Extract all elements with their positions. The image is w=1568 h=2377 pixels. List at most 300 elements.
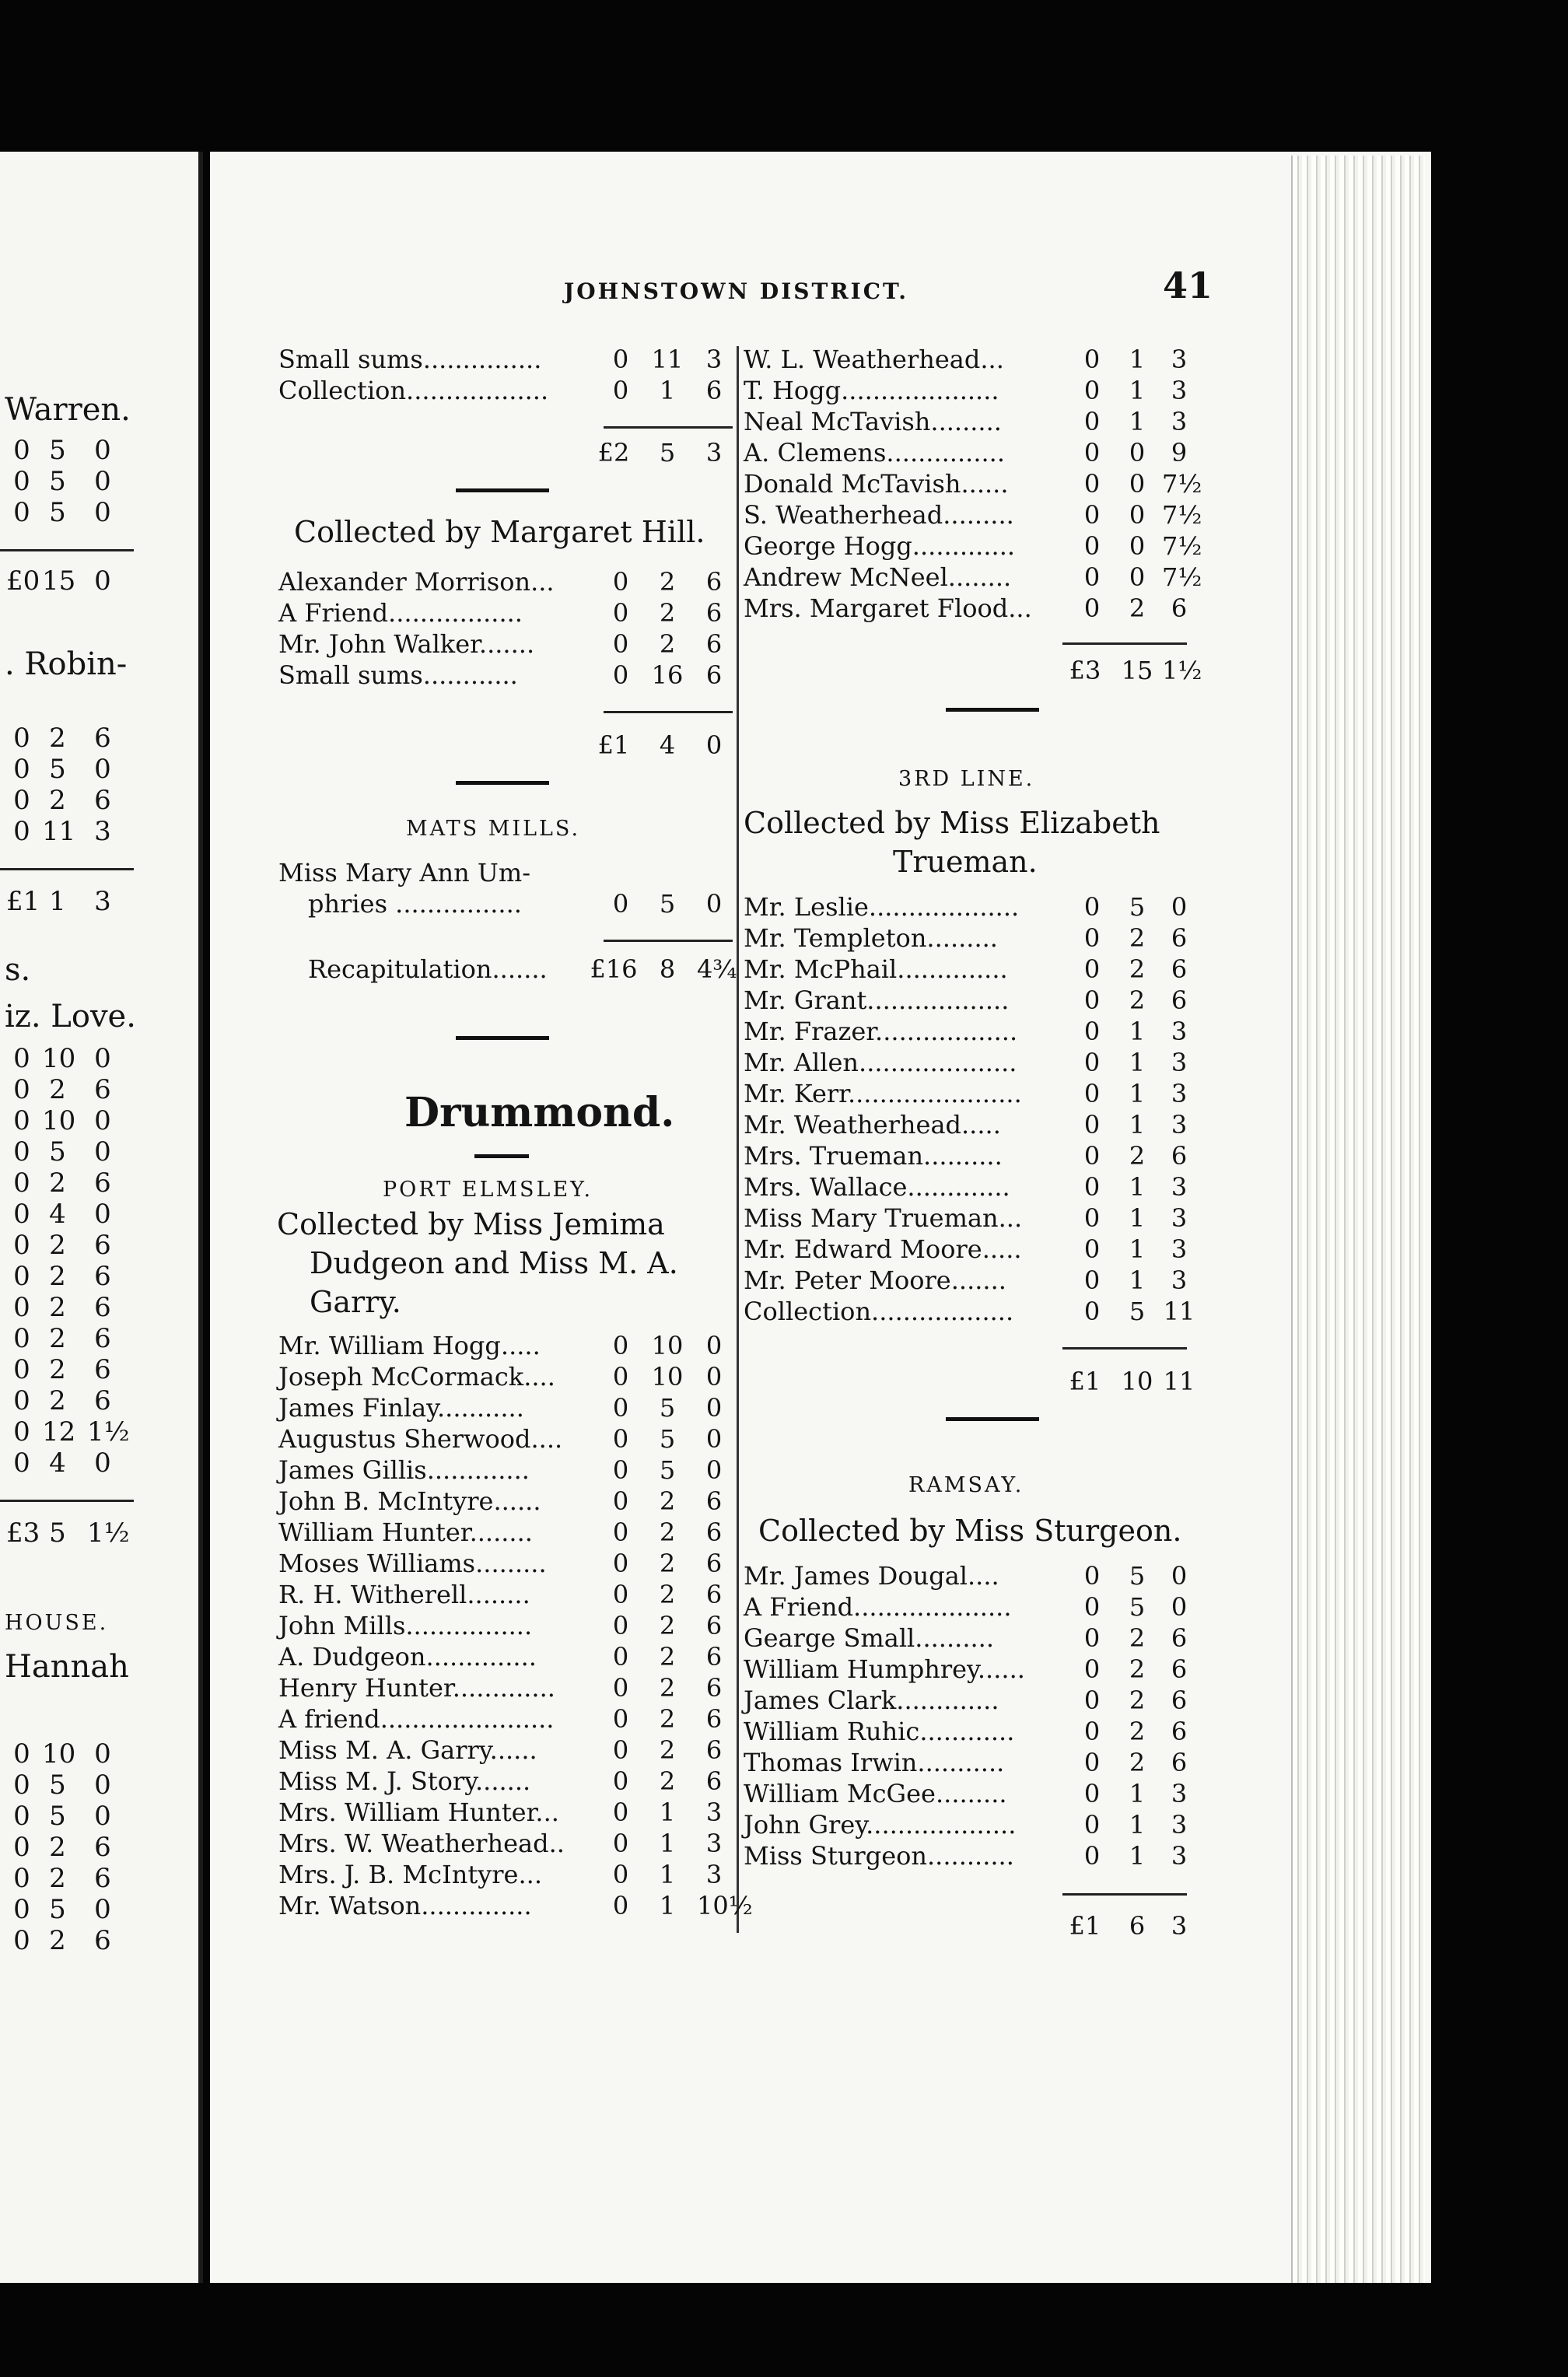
entry-row [744, 1716, 1195, 1747]
pence: 6 [1171, 1748, 1188, 1777]
shillings: 15 [42, 565, 76, 597]
pence: 6 [94, 1832, 111, 1863]
shillings: 5 [1129, 892, 1146, 922]
entry-name: A friend...................... [278, 1704, 555, 1734]
entry-name: Recapitulation....... [308, 954, 548, 984]
shillings: 10 [1121, 1367, 1153, 1396]
entry-name: George Hogg............. [744, 531, 1016, 561]
shillings: 4 [659, 730, 676, 760]
pence: 0 [705, 1455, 723, 1485]
pence: 6 [705, 1580, 723, 1609]
entry-row [278, 375, 737, 406]
entry-row [278, 1672, 737, 1703]
shillings: 2 [49, 1074, 66, 1105]
shillings: 10 [42, 1738, 76, 1770]
entry-row [744, 562, 1202, 593]
shillings: 2 [49, 1292, 66, 1323]
pounds: 0 [612, 1673, 629, 1703]
facing-page-amount [0, 1386, 194, 1416]
shillings: 8 [659, 954, 676, 984]
pence: 0 [705, 1424, 723, 1454]
entry-row [744, 1560, 1195, 1591]
entry-name: Thomas Irwin........... [744, 1748, 1005, 1777]
pounds: 0 [1083, 954, 1101, 984]
pounds: 0 [612, 567, 629, 597]
pounds: 0 [1083, 1654, 1101, 1684]
pounds: 0 [612, 1486, 629, 1516]
pounds: 0 [612, 1891, 629, 1920]
shillings: 2 [659, 1642, 676, 1672]
shillings: 12 [42, 1416, 76, 1448]
pounds: 0 [13, 435, 30, 466]
amount [6, 1231, 138, 1260]
entry-row [278, 857, 737, 888]
amount [6, 1864, 138, 1893]
pounds: 0 [13, 1770, 30, 1801]
shillings: 5 [49, 1770, 66, 1801]
pounds: 0 [13, 1801, 30, 1832]
facing-page-amount [0, 1168, 194, 1198]
total-row [744, 655, 1202, 686]
shillings: 4 [49, 1199, 66, 1230]
pounds: 0 [13, 466, 30, 497]
shillings: 10 [42, 1043, 76, 1074]
pounds: 0 [1083, 345, 1101, 374]
pounds: 0 [13, 754, 30, 785]
pence: 6 [1171, 1654, 1188, 1684]
total-row [744, 1366, 1195, 1397]
pence: 3 [94, 886, 111, 917]
amount [6, 723, 138, 753]
pence: 0 [94, 565, 111, 597]
pounds: 0 [1083, 1172, 1101, 1202]
facing-page-amount [0, 723, 194, 753]
pence: 6 [1171, 1717, 1188, 1746]
pence: 7½ [1162, 562, 1202, 592]
pounds: 0 [612, 889, 629, 919]
amount [6, 1417, 138, 1447]
entry-name: Andrew McNeel........ [744, 562, 1012, 592]
shillings: 2 [1129, 954, 1146, 984]
pence: 0 [94, 1136, 111, 1167]
pounds: £3 [1069, 656, 1101, 685]
entry-name: Mr. James Dougal.... [744, 1561, 999, 1591]
total-rule [0, 549, 134, 551]
pounds: 0 [1083, 1141, 1101, 1171]
pence: 6 [94, 1925, 111, 1956]
entry-row [278, 1548, 737, 1579]
entry-name: Augustus Sherwood.... [278, 1424, 563, 1454]
pence: 6 [94, 723, 111, 754]
shillings: 6 [1129, 1911, 1146, 1941]
amount [6, 498, 138, 527]
pounds: 0 [13, 1925, 30, 1956]
collector-heading: Dudgeon and Miss M. A. [310, 1246, 678, 1280]
entry-row [744, 1203, 1195, 1234]
facing-page-amount [0, 1293, 194, 1322]
shillings: 5 [49, 466, 66, 497]
pence: 6 [1171, 923, 1188, 953]
pounds: 0 [612, 345, 629, 374]
pounds: 0 [1083, 1110, 1101, 1139]
facing-page-amount [0, 887, 194, 916]
shillings: 2 [659, 629, 676, 659]
pounds: 0 [1083, 1048, 1101, 1077]
entry-row [278, 628, 737, 660]
shillings: 0 [1129, 469, 1146, 499]
amount [6, 566, 138, 596]
pence: 0 [94, 466, 111, 497]
pounds: 0 [1083, 1203, 1101, 1233]
facing-page-amount [0, 1448, 194, 1478]
shillings: 5 [1129, 1297, 1146, 1326]
facing-page-amount [0, 436, 194, 465]
entry-row [744, 593, 1195, 624]
shillings: 1 [659, 1829, 676, 1858]
facing-page [0, 152, 203, 2283]
entry-name: Collection.................. [278, 376, 549, 405]
pence: 3 [1171, 1048, 1188, 1077]
entry-row [744, 468, 1202, 499]
pounds: 0 [1083, 500, 1101, 530]
locality-heading: MATS MILLS. [406, 817, 581, 841]
pence: 6 [705, 660, 723, 690]
amount [6, 1137, 138, 1167]
shillings: 10 [651, 1331, 684, 1360]
facing-page-amount [0, 498, 194, 527]
entry-row [278, 566, 737, 597]
pence: 7½ [1162, 531, 1202, 561]
pence: 9 [1171, 438, 1188, 467]
pounds: 0 [612, 598, 629, 628]
shillings: 2 [49, 1261, 66, 1292]
shillings: 5 [659, 1393, 676, 1423]
pence: 10½ [697, 1891, 753, 1920]
entry-name: Miss Sturgeon........... [744, 1841, 1014, 1871]
total-rule [604, 940, 733, 942]
entry-row [744, 1047, 1195, 1078]
shillings: 5 [1129, 1561, 1146, 1591]
entry-name: Alexander Morrison... [278, 567, 555, 597]
amount [6, 1770, 138, 1800]
pounds: 0 [1083, 1561, 1101, 1591]
shillings: 5 [49, 497, 66, 528]
pence: 0 [705, 1331, 723, 1360]
shillings: 1 [1129, 1079, 1146, 1108]
pence: 3 [1171, 407, 1188, 436]
facing-page-amount [0, 1044, 194, 1073]
entry-name: Mr. Frazer.................. [744, 1017, 1018, 1046]
facing-page-amount [0, 1864, 194, 1893]
running-head: JOHNSTOWN DISTRICT. [564, 278, 908, 304]
pounds: 0 [1083, 1779, 1101, 1808]
collector-heading: Collected by Margaret Hill. [294, 515, 705, 549]
facing-page-amount [0, 817, 194, 846]
amount [6, 1386, 138, 1416]
pence: 0 [705, 889, 723, 919]
pounds: 0 [1083, 1017, 1101, 1046]
pence: 1½ [87, 1416, 130, 1448]
entry-name: Mr. McPhail.............. [744, 954, 1008, 984]
amount [6, 1106, 138, 1136]
amount [6, 1801, 138, 1831]
pounds: 0 [612, 1798, 629, 1827]
pence: 0 [94, 1448, 111, 1479]
entry-row [744, 406, 1195, 437]
shillings: 1 [1129, 1841, 1146, 1871]
amount [6, 817, 138, 846]
facing-page-amount [0, 1106, 194, 1136]
entry-name: Mr. Leslie................... [744, 892, 1020, 922]
collector-heading: Garry. [310, 1285, 401, 1319]
shillings: 2 [49, 1354, 66, 1385]
collector-heading: Trueman. [893, 845, 1038, 879]
pence: 0 [94, 1770, 111, 1801]
amount [6, 1293, 138, 1322]
pounds: 0 [1083, 1686, 1101, 1715]
pounds: £1 [1069, 1367, 1101, 1396]
facing-page-amount [0, 1739, 194, 1769]
pence: 7½ [1162, 500, 1202, 530]
pounds: 0 [13, 1894, 30, 1925]
pounds: 0 [13, 785, 30, 816]
pounds: 0 [612, 1549, 629, 1578]
shillings: 10 [651, 1362, 684, 1392]
pence: 0 [705, 1393, 723, 1423]
pounds: 0 [1083, 985, 1101, 1015]
pounds: 0 [1083, 1297, 1101, 1326]
pence: 3 [1171, 1017, 1188, 1046]
pounds: 0 [612, 1580, 629, 1609]
pounds: 0 [1083, 1717, 1101, 1746]
shillings: 2 [1129, 593, 1146, 623]
facing-page-amount [0, 1518, 194, 1548]
facing-page-amount [0, 1355, 194, 1385]
shillings: 2 [49, 723, 66, 754]
shillings: 1 [1129, 1172, 1146, 1202]
pence: 3 [1171, 1203, 1188, 1233]
entry-name: Joseph McCormack.... [278, 1362, 555, 1392]
entry-row [744, 1296, 1195, 1327]
entry-name: Miss Mary Trueman... [744, 1203, 1023, 1233]
facing-page-heading: Warren. [5, 392, 131, 428]
pence: 6 [94, 1354, 111, 1385]
locality-heading: PORT ELMSLEY. [383, 1178, 593, 1202]
entry-name: John Grey................... [744, 1810, 1017, 1840]
entry-row [278, 1703, 737, 1735]
facing-page-amount [0, 1324, 194, 1353]
pounds: £1 [597, 730, 630, 760]
facing-page-amount [0, 1231, 194, 1260]
pence: 0 [94, 1105, 111, 1136]
shillings: 2 [49, 1832, 66, 1863]
pence: 6 [94, 1863, 111, 1894]
pence: 6 [1171, 1623, 1188, 1653]
entry-name: R. H. Witherell........ [278, 1580, 530, 1609]
shillings: 2 [659, 1549, 676, 1578]
amount [6, 436, 138, 465]
shillings: 1 [1129, 1234, 1146, 1264]
collector-heading: Collected by Miss Sturgeon. [758, 1514, 1182, 1548]
entry-name: Mrs. Wallace............. [744, 1172, 1010, 1202]
pence: 0 [1171, 892, 1188, 922]
shillings: 2 [659, 1704, 676, 1734]
entry-name: Mrs. W. Weatherhead.. [278, 1829, 565, 1858]
pence: 7½ [1162, 469, 1202, 499]
pounds: 0 [612, 1829, 629, 1858]
shillings: 1 [1129, 1110, 1146, 1139]
pounds: 0 [612, 1331, 629, 1360]
shillings: 0 [1129, 500, 1146, 530]
entry-row [744, 375, 1195, 406]
entry-row [744, 1778, 1195, 1809]
entry-row [744, 1078, 1195, 1109]
total-rule [1062, 642, 1187, 645]
entry-name: William McGee......... [744, 1779, 1007, 1808]
pence: 6 [705, 1518, 723, 1547]
pounds: 0 [612, 1735, 629, 1765]
facing-page-heading: Hannah [5, 1649, 129, 1685]
pounds: 0 [612, 1642, 629, 1672]
section-title: Drummond. [404, 1089, 675, 1136]
pounds: 0 [1083, 1266, 1101, 1295]
total-row [278, 437, 737, 468]
pounds: 0 [1083, 1810, 1101, 1840]
entry-row [744, 1140, 1195, 1171]
facing-page-amount [0, 1417, 194, 1447]
shillings: 5 [49, 1518, 66, 1549]
entry-name: Mr. John Walker....... [278, 629, 535, 659]
pounds: £1 [1069, 1911, 1101, 1941]
shillings: 1 [1129, 1779, 1146, 1808]
pounds: 0 [13, 1074, 30, 1105]
facing-page-amount [0, 1137, 194, 1167]
page-number: 41 [1163, 264, 1213, 306]
pounds: £3 [6, 1518, 40, 1549]
pounds: 0 [13, 497, 30, 528]
amount [6, 1739, 138, 1769]
entry-row [744, 499, 1202, 530]
total-rule [604, 426, 733, 429]
facing-page-amount [0, 1199, 194, 1229]
pence: 0 [94, 1199, 111, 1230]
entry-name: A. Clemens............... [744, 438, 1005, 467]
pence: 0 [94, 1894, 111, 1925]
shillings: 2 [49, 1863, 66, 1894]
entry-row [278, 1797, 737, 1828]
pounds: 0 [612, 1393, 629, 1423]
entry-name: Neal McTavish......... [744, 407, 1002, 436]
shillings: 11 [42, 816, 76, 847]
amount [6, 786, 138, 815]
amount [6, 1075, 138, 1104]
entry-name: James Gillis............. [278, 1455, 530, 1485]
pence: 11 [1163, 1367, 1195, 1396]
pence: 6 [94, 1074, 111, 1105]
shillings: 16 [651, 660, 684, 690]
entry-row [278, 1486, 737, 1517]
amount [6, 1168, 138, 1198]
entry-row [278, 954, 737, 985]
entry-row [278, 1423, 737, 1455]
entry-row [744, 1654, 1195, 1685]
entry-row [744, 1234, 1195, 1265]
pence: 6 [705, 1642, 723, 1672]
amount [6, 1324, 138, 1353]
entry-name: Mr. Edward Moore..... [744, 1234, 1022, 1264]
pounds: 0 [1083, 438, 1101, 467]
pence: 6 [705, 567, 723, 597]
entry-row [744, 922, 1195, 954]
entry-name: S. Weatherhead......... [744, 500, 1014, 530]
entry-row [744, 1265, 1195, 1296]
amount [6, 1926, 138, 1955]
facing-page-heading: . Robin- [5, 646, 128, 682]
entry-name: William Humphrey...... [744, 1654, 1025, 1684]
shillings: 11 [651, 345, 684, 374]
pence: 6 [94, 1167, 111, 1199]
entry-name: Collection.................. [744, 1297, 1014, 1326]
entry-name: A. Dudgeon.............. [278, 1642, 537, 1672]
amount [6, 1518, 138, 1548]
entry-name: Miss Mary Ann Um- [278, 858, 531, 887]
entry-name: James Finlay........... [278, 1393, 524, 1423]
entry-row [744, 1685, 1195, 1716]
facing-page-amount [0, 1075, 194, 1104]
shillings: 1 [659, 1891, 676, 1920]
shillings: 2 [49, 1385, 66, 1416]
entry-name: William Ruhic............ [744, 1717, 1015, 1746]
entry-name: Mr. Watson.............. [278, 1891, 532, 1920]
pence: 6 [705, 1673, 723, 1703]
pence: 6 [1171, 985, 1188, 1015]
pence: 11 [1163, 1297, 1195, 1326]
entry-name: Henry Hunter............. [278, 1673, 555, 1703]
pence: 0 [1171, 1561, 1188, 1591]
shillings: 2 [1129, 1141, 1146, 1171]
shillings: 5 [659, 889, 676, 919]
pounds: 0 [1083, 531, 1101, 561]
entry-name: Mr. Weatherhead..... [744, 1110, 1001, 1139]
pounds: 0 [13, 1043, 30, 1074]
section-separator [946, 1417, 1039, 1421]
pence: 0 [705, 1362, 723, 1392]
pence: 0 [94, 497, 111, 528]
shillings: 2 [1129, 1686, 1146, 1715]
shillings: 1 [1129, 1017, 1146, 1046]
pence: 6 [705, 376, 723, 405]
shillings: 15 [1121, 656, 1153, 685]
pounds: 0 [13, 1832, 30, 1863]
entry-name: Mr. Kerr...................... [744, 1079, 1022, 1108]
entry-name: Small sums............ [278, 660, 518, 690]
pence: 3 [705, 345, 723, 374]
total-row [278, 730, 737, 761]
facing-page-amount [0, 467, 194, 496]
pence: 0 [94, 754, 111, 785]
pence: 6 [94, 785, 111, 816]
shillings: 2 [659, 1766, 676, 1796]
pence: 0 [1171, 1592, 1188, 1622]
entry-name: Miss M. A. Garry...... [278, 1735, 537, 1765]
pounds: 0 [1083, 469, 1101, 499]
entry-row [278, 1859, 737, 1890]
entry-name: T. Hogg.................... [744, 376, 999, 405]
facing-page-amount [0, 1262, 194, 1291]
facing-page-heading: HOUSE. [5, 1611, 109, 1635]
pounds: £1 [6, 886, 40, 917]
shillings: 2 [49, 1925, 66, 1956]
